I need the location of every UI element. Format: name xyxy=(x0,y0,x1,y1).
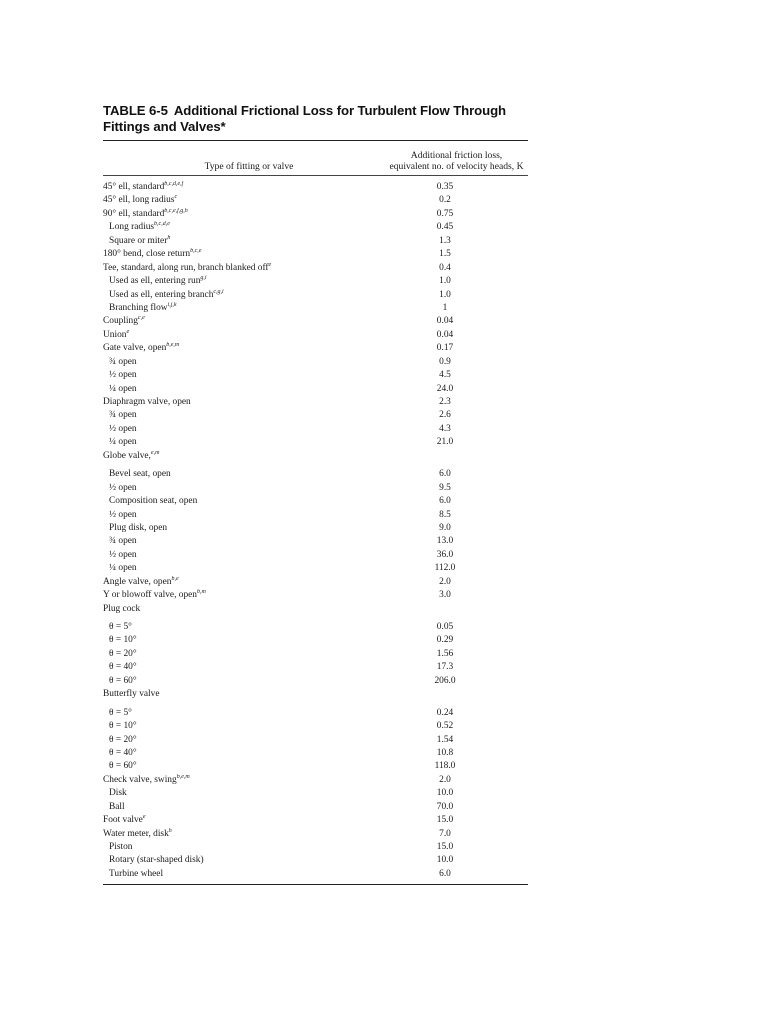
fitting-type-cell xyxy=(103,854,393,867)
fitting-type-label: 180° bend, close return xyxy=(103,249,191,260)
table-row xyxy=(103,181,528,194)
table-row xyxy=(103,396,528,409)
fitting-type-cell xyxy=(103,688,393,701)
fitting-type-label: Used as ell, entering run xyxy=(109,276,201,287)
k-value-cell: 15.0 xyxy=(436,815,454,826)
k-value-cell: 13.0 xyxy=(436,536,454,547)
table-row xyxy=(103,423,528,436)
fitting-type-cell xyxy=(103,634,393,647)
fitting-type-label: ¾ open xyxy=(109,410,137,421)
k-value-cell: 0.75 xyxy=(436,208,454,219)
fitting-type-cell xyxy=(103,841,393,854)
k-value-cell: 7.0 xyxy=(439,828,451,839)
fitting-type-cell xyxy=(103,760,393,773)
footnote-marker: c,g,i xyxy=(213,288,224,295)
fitting-type-cell xyxy=(103,661,393,674)
fitting-type-cell xyxy=(103,275,393,288)
fitting-type-cell xyxy=(103,289,393,302)
fitting-type-cell xyxy=(103,482,393,495)
table-row xyxy=(103,734,528,747)
table-row xyxy=(103,342,528,355)
fitting-type-label: Disk xyxy=(109,788,127,799)
k-value-cell: 206.0 xyxy=(434,675,456,686)
fitting-type-label: Composition seat, open xyxy=(109,496,198,507)
footnote-marker: b,c,d,e xyxy=(154,221,170,228)
k-value-cell: 0.04 xyxy=(436,316,454,327)
fitting-type-label: θ = 20° xyxy=(109,648,137,659)
table-row xyxy=(103,787,528,800)
table-title-line2: Fittings and Valves* xyxy=(103,119,226,134)
table-body xyxy=(103,181,528,881)
fitting-type-label: Plug disk, open xyxy=(109,522,168,533)
k-value-cell: 1.54 xyxy=(436,734,454,745)
table-row xyxy=(103,262,528,275)
table-row xyxy=(103,383,528,396)
table-row xyxy=(103,661,528,674)
footnote-marker: i,j,k xyxy=(167,301,177,308)
fitting-type-cell xyxy=(103,720,393,733)
fitting-type-label: θ = 40° xyxy=(109,662,137,673)
k-value-cell: 0.05 xyxy=(436,622,454,632)
table-row xyxy=(103,648,528,661)
fitting-type-label: Water meter, disk xyxy=(103,828,169,839)
fitting-type-cell xyxy=(103,221,393,234)
fitting-type-label: ½ open xyxy=(109,509,137,520)
table-row xyxy=(103,522,528,535)
fitting-type-label: Plug cock xyxy=(103,603,141,614)
k-value-cell: 6.0 xyxy=(439,469,451,480)
fitting-type-label: ¼ open xyxy=(109,383,137,394)
footnote-marker: e xyxy=(268,261,272,268)
k-value-cell: 9.0 xyxy=(439,522,451,533)
table-row xyxy=(103,369,528,382)
k-value-cell: 2.0 xyxy=(439,576,451,587)
fitting-type-label: Turbine wheel xyxy=(109,868,164,879)
k-value-cell: 0.17 xyxy=(436,343,454,354)
fitting-type-label: Square or miter xyxy=(109,235,168,246)
table-row xyxy=(103,329,528,342)
k-value-cell: 10.0 xyxy=(436,788,454,799)
k-value-cell: 0.9 xyxy=(439,356,451,367)
fitting-type-cell xyxy=(103,423,393,436)
column-header-type: Type of fitting or valve xyxy=(204,161,294,172)
table-row xyxy=(103,221,528,234)
footnote-marker: e xyxy=(142,814,146,821)
k-value-cell: 24.0 xyxy=(436,383,454,394)
k-value-cell: 15.0 xyxy=(436,842,454,852)
fitting-type-cell xyxy=(103,383,393,396)
table-row xyxy=(103,621,528,634)
fitting-type-label: Union xyxy=(103,329,127,340)
fitting-type-cell xyxy=(103,342,393,355)
fitting-type-label: Diaphragm valve, open xyxy=(103,397,191,407)
table-row xyxy=(103,409,528,422)
k-value-cell: 0.04 xyxy=(436,329,454,340)
k-value-cell: 0.4 xyxy=(439,262,451,273)
table-row xyxy=(103,675,528,688)
fitting-type-cell xyxy=(103,814,393,827)
fitting-type-cell xyxy=(103,868,393,881)
k-value-cell: 0.2 xyxy=(439,195,451,206)
fitting-type-cell xyxy=(103,576,393,589)
table-row xyxy=(103,854,528,867)
k-value-cell: 21.0 xyxy=(436,437,454,448)
table-row xyxy=(103,356,528,369)
fitting-type-label: Check valve, swing xyxy=(103,774,177,785)
fitting-type-label: Long radius xyxy=(109,222,155,233)
footnote-marker: c,e xyxy=(137,315,145,322)
fitting-type-cell xyxy=(103,315,393,328)
table-row xyxy=(103,235,528,248)
k-value-cell: 36.0 xyxy=(436,549,454,560)
fitting-type-label: θ = 60° xyxy=(109,675,137,686)
fitting-type-label: θ = 5° xyxy=(109,707,132,718)
k-value-cell: 118.0 xyxy=(434,761,456,772)
k-value-cell: 70.0 xyxy=(436,801,454,812)
fitting-type-cell xyxy=(103,675,393,688)
table-row xyxy=(103,535,528,548)
footnote-marker: b,e xyxy=(171,575,179,582)
footnote-marker: h xyxy=(168,827,172,834)
fitting-type-cell xyxy=(103,734,393,747)
footnote-marker: b,c,d,e,f xyxy=(164,181,184,187)
fitting-type-cell xyxy=(103,522,393,535)
fitting-type-cell xyxy=(103,329,393,342)
table-row xyxy=(103,688,528,701)
k-value-cell: 112.0 xyxy=(434,563,456,574)
table-row xyxy=(103,747,528,760)
k-value-cell: 1.0 xyxy=(439,276,451,287)
table-title-line1: Additional Frictional Loss for Turbulent Flow Through xyxy=(173,103,506,118)
fitting-type-cell xyxy=(103,589,393,602)
table-row xyxy=(103,549,528,562)
table-row xyxy=(103,194,528,207)
fitting-type-cell xyxy=(103,707,393,720)
k-value-cell: 10.8 xyxy=(436,747,454,758)
k-value-cell: 4.5 xyxy=(439,370,451,381)
table-row xyxy=(103,603,528,616)
column-header-k-line2: equivalent no. of velocity heads, K xyxy=(389,161,524,172)
footnote-marker: b,e,m xyxy=(166,342,180,349)
k-value-cell: 10.0 xyxy=(436,855,454,866)
k-value-cell: 2.6 xyxy=(439,410,451,421)
fitting-type-label: Angle valve, open xyxy=(103,576,172,587)
table-row xyxy=(103,576,528,589)
k-value-cell: 0.29 xyxy=(436,635,454,646)
k-value-cell: 3.0 xyxy=(439,590,451,601)
fitting-type-label: ¼ open xyxy=(109,563,137,574)
fitting-type-label: Coupling xyxy=(103,316,138,327)
fitting-type-label: Foot valve xyxy=(103,815,143,826)
table-row xyxy=(103,841,528,854)
fitting-type-label: θ = 20° xyxy=(109,734,137,745)
column-header-k-line1: Additional friction loss, xyxy=(410,150,503,161)
fitting-type-label: 45° ell, standard xyxy=(103,182,165,192)
fitting-type-cell xyxy=(103,562,393,575)
fitting-type-label: Ball xyxy=(109,801,125,812)
k-value-cell: 1.0 xyxy=(439,289,451,300)
fitting-type-cell xyxy=(103,509,393,522)
footnote-marker: b,m xyxy=(197,589,206,596)
fitting-type-cell xyxy=(103,648,393,661)
fitting-type-cell xyxy=(103,194,393,207)
fitting-type-cell xyxy=(103,262,393,275)
footnote-marker: e,m xyxy=(150,449,160,456)
fitting-type-cell xyxy=(103,621,393,634)
fitting-type-cell xyxy=(103,549,393,562)
k-value-cell: 6.0 xyxy=(439,496,451,507)
table-row xyxy=(103,468,528,481)
table-row xyxy=(103,302,528,315)
fitting-type-cell xyxy=(103,436,393,449)
table-row xyxy=(103,589,528,602)
k-value-cell: 9.5 xyxy=(439,482,451,493)
fitting-type-label: Used as ell, entering branch xyxy=(109,289,214,300)
footnote-marker: b,e,m xyxy=(176,773,190,780)
bottom-rule xyxy=(103,884,528,885)
fitting-type-label: θ = 10° xyxy=(109,635,137,646)
fitting-type-label: θ = 60° xyxy=(109,761,137,772)
k-value-cell: 0.24 xyxy=(436,707,454,718)
fitting-type-cell xyxy=(103,828,393,841)
k-value-cell: 1 xyxy=(442,302,448,313)
k-value-cell: 4.3 xyxy=(439,423,451,434)
fitting-type-cell xyxy=(103,235,393,248)
fitting-type-label: Bevel seat, open xyxy=(109,469,171,480)
fitting-type-cell xyxy=(103,248,393,261)
fitting-type-cell xyxy=(103,535,393,548)
fitting-type-cell xyxy=(103,495,393,508)
fitting-type-cell xyxy=(103,302,393,315)
fitting-type-cell xyxy=(103,409,393,422)
table-row xyxy=(103,495,528,508)
table-row xyxy=(103,634,528,647)
table-row xyxy=(103,562,528,575)
k-value-cell: 6.0 xyxy=(439,868,451,879)
fitting-type-label: ½ open xyxy=(109,549,137,560)
fitting-type-label: Y or blowoff valve, open xyxy=(103,590,197,601)
k-value-cell: 1.56 xyxy=(436,648,454,659)
fitting-type-cell xyxy=(103,603,393,616)
table-row xyxy=(103,814,528,827)
fitting-type-cell xyxy=(103,208,393,221)
table-row xyxy=(103,509,528,522)
k-value-cell: 0.45 xyxy=(436,222,454,233)
k-value-cell: 1.3 xyxy=(439,235,451,246)
table-row xyxy=(103,774,528,787)
fitting-type-cell xyxy=(103,801,393,814)
fitting-type-label: θ = 10° xyxy=(109,721,137,732)
fitting-type-cell xyxy=(103,450,393,463)
table-row xyxy=(103,208,528,221)
fitting-type-label: θ = 40° xyxy=(109,747,137,758)
fitting-type-cell xyxy=(103,774,393,787)
fitting-type-label: Butterfly valve xyxy=(103,689,160,700)
table-header xyxy=(103,141,528,175)
footnote-marker: b,c,e,f,g,h xyxy=(164,207,188,214)
footnote-marker: e xyxy=(126,328,130,335)
fitting-type-label: θ = 5° xyxy=(109,622,132,632)
k-value-cell: 17.3 xyxy=(436,662,454,673)
fitting-type-label: Branching flow xyxy=(109,302,168,313)
header-rule xyxy=(103,175,528,176)
fitting-type-label: ¼ open xyxy=(109,437,137,448)
fitting-type-label: ½ open xyxy=(109,370,137,381)
table-title xyxy=(103,103,528,135)
k-value-cell: 8.5 xyxy=(439,509,451,520)
table-row xyxy=(103,315,528,328)
fitting-type-cell xyxy=(103,369,393,382)
k-value-cell: 2.3 xyxy=(439,397,451,407)
k-value-cell: 0.35 xyxy=(436,182,454,192)
fitting-type-cell xyxy=(103,787,393,800)
fitting-type-label: 90° ell, standard xyxy=(103,208,165,219)
table-row xyxy=(103,482,528,495)
table-row xyxy=(103,248,528,261)
fitting-type-cell xyxy=(103,356,393,369)
fitting-type-cell xyxy=(103,468,393,481)
table-row xyxy=(103,289,528,302)
fitting-type-cell xyxy=(103,396,393,409)
table-row xyxy=(103,707,528,720)
table-row xyxy=(103,868,528,881)
footnote-marker: g,i xyxy=(200,275,207,282)
fitting-type-label: Piston xyxy=(109,842,133,852)
table-row xyxy=(103,275,528,288)
fitting-type-label: Rotary (star-shaped disk) xyxy=(109,855,204,866)
fitting-type-label: ½ open xyxy=(109,482,137,493)
fitting-type-label: 45° ell, long radius xyxy=(103,195,175,206)
fitting-type-label: Tee, standard, along run, branch blanked off xyxy=(103,262,269,273)
table-row xyxy=(103,450,528,463)
fitting-type-label: ½ open xyxy=(109,423,137,434)
footnote-marker: h xyxy=(167,234,171,241)
table-number: TABLE 6-5 xyxy=(103,103,168,118)
table-row xyxy=(103,801,528,814)
k-value-cell: 1.5 xyxy=(439,249,451,260)
table-row xyxy=(103,828,528,841)
footnote-marker: c xyxy=(174,194,178,201)
table-row xyxy=(103,760,528,773)
fitting-type-label: Gate valve, open xyxy=(103,343,167,354)
fitting-type-label: ¾ open xyxy=(109,356,137,367)
fitting-type-cell xyxy=(103,181,393,194)
table-row xyxy=(103,720,528,733)
fitting-type-label: ¾ open xyxy=(109,536,137,547)
column-header-k xyxy=(385,150,528,172)
footnote-marker: b,c,e xyxy=(190,248,202,255)
k-value-cell: 2.0 xyxy=(439,774,451,785)
table-page xyxy=(103,103,528,885)
fitting-type-label: Globe valve, xyxy=(103,450,151,461)
table-row xyxy=(103,436,528,449)
fitting-type-cell xyxy=(103,747,393,760)
k-value-cell: 0.52 xyxy=(436,721,454,732)
